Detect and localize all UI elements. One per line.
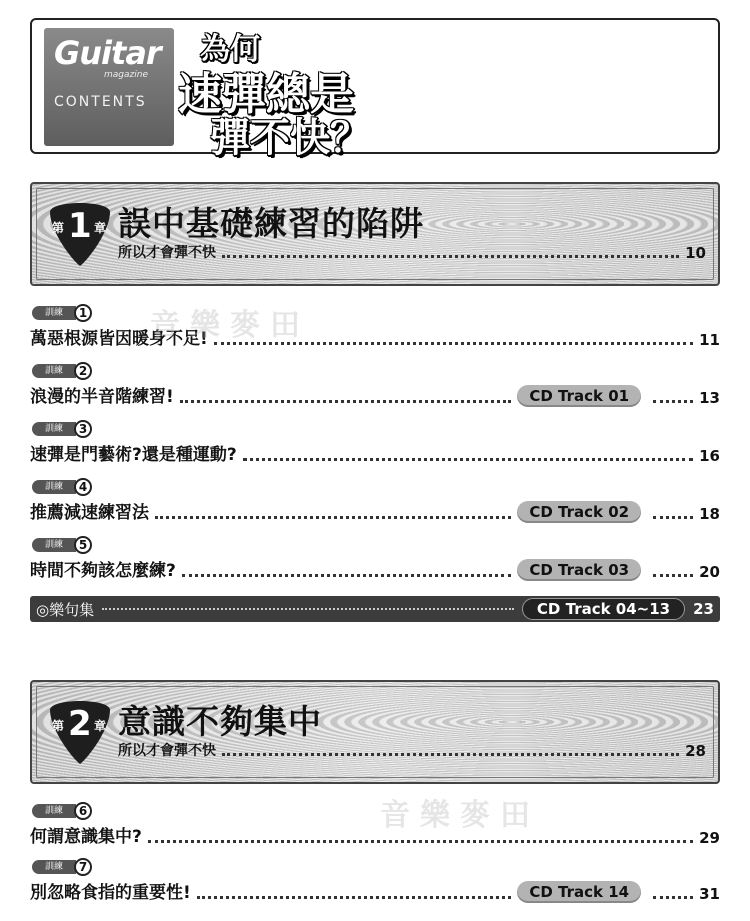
- cd-track-badge: CD Track 04~13: [522, 598, 685, 620]
- entry-title: 萬惡根源皆因暖身不足!: [30, 329, 208, 349]
- chapter-title: 意識不夠集中: [118, 702, 322, 741]
- cd-track-badge: CD Track 01: [517, 385, 641, 407]
- entry-title: 別忽略食指的重要性!: [30, 883, 191, 903]
- training-number: 7: [74, 858, 92, 876]
- dot-leader: [102, 608, 514, 610]
- chapter-label-suffix: 章: [94, 719, 107, 733]
- phrase-collection-bar[interactable]: [30, 596, 720, 622]
- chapter-number: 2: [68, 704, 92, 744]
- dot-leader: [182, 574, 512, 577]
- guitar-magazine-logo: [44, 28, 174, 146]
- watermark: 音樂麥田: [380, 798, 540, 833]
- toc-entry[interactable]: [30, 878, 720, 903]
- training-tag: [32, 802, 92, 820]
- toc-entry[interactable]: [30, 324, 720, 349]
- watermark: 音樂麥田: [150, 308, 310, 343]
- cd-track-badge: CD Track 14: [517, 881, 641, 903]
- dot-leader: [155, 516, 511, 519]
- entry-title: 速彈是門藝術?還是種運動?: [30, 445, 237, 465]
- page-number: 11: [699, 331, 720, 349]
- training-tag: [32, 304, 92, 322]
- entry-title: 何謂意識集中?: [30, 827, 142, 847]
- page-number: 18: [699, 505, 720, 523]
- dot-leader: [222, 255, 679, 258]
- book-title-line-2: 速彈總是: [178, 69, 354, 120]
- page-number: 13: [699, 389, 720, 407]
- chapter-label-prefix: 第: [52, 719, 65, 733]
- training-number: 3: [74, 420, 92, 438]
- chapter-subtitle-line: [118, 242, 706, 262]
- entry-title: 推薦減速練習法: [30, 503, 149, 523]
- toc-entry[interactable]: [30, 498, 720, 523]
- chapter-subtitle-line: [118, 740, 706, 760]
- chapter-number: 1: [68, 206, 92, 246]
- logo-contents-label: CONTENTS: [54, 94, 147, 110]
- logo-sub: magazine: [104, 70, 148, 80]
- dot-leader: [653, 896, 693, 899]
- chapter-title: 誤中基礎練習的陷阱: [118, 204, 424, 243]
- chapter-label-prefix: 第: [52, 221, 65, 235]
- phrase-collection-title: ◎樂句集: [36, 600, 95, 619]
- dot-leader: [653, 574, 693, 577]
- entry-title: 時間不夠該怎麼練?: [30, 561, 176, 581]
- cd-track-badge: CD Track 02: [517, 501, 641, 523]
- training-tag-label: 訓練: [32, 422, 76, 436]
- book-title-line-1: 為何: [200, 32, 260, 67]
- dot-leader: [222, 753, 679, 756]
- training-number: 2: [74, 362, 92, 380]
- training-tag-label: 訓練: [32, 804, 76, 818]
- book-title-line-3: 彈不快？: [210, 115, 370, 161]
- logo-brand: Guitar: [54, 34, 161, 72]
- dot-leader: [653, 400, 693, 403]
- page-number: 23: [693, 600, 714, 618]
- training-tag-label: 訓練: [32, 306, 76, 320]
- page-number: 20: [699, 563, 720, 581]
- toc-entry[interactable]: [30, 822, 720, 847]
- dot-leader: [653, 516, 693, 519]
- chapter-subtitle: 所以才會彈不快: [118, 245, 216, 261]
- dot-leader: [148, 840, 693, 843]
- page-number: 31: [699, 885, 720, 903]
- page-number: 10: [685, 244, 706, 262]
- training-tag: [32, 536, 92, 554]
- dot-leader: [243, 458, 693, 461]
- contents-header: [30, 18, 720, 161]
- cd-track-badge: CD Track 03: [517, 559, 641, 581]
- chapter-subtitle: 所以才會彈不快: [118, 743, 216, 759]
- training-number: 5: [74, 536, 92, 554]
- page-number: 29: [699, 829, 720, 847]
- training-number: 4: [74, 478, 92, 496]
- training-tag: [32, 420, 92, 438]
- training-tag-label: 訓練: [32, 364, 76, 378]
- toc-entry[interactable]: [30, 556, 720, 581]
- toc-entry[interactable]: [30, 440, 720, 465]
- page-number: 16: [699, 447, 720, 465]
- toc-entry[interactable]: [30, 382, 720, 407]
- training-number: 1: [74, 304, 92, 322]
- training-tag-label: 訓練: [32, 860, 76, 874]
- dot-leader: [197, 896, 512, 899]
- chapter-label-suffix: 章: [94, 221, 107, 235]
- training-tag: [32, 478, 92, 496]
- training-number: 6: [74, 802, 92, 820]
- dot-leader: [180, 400, 512, 403]
- training-tag: [32, 362, 92, 380]
- page-number: 28: [685, 742, 706, 760]
- training-tag-label: 訓練: [32, 538, 76, 552]
- chapter-2-banner[interactable]: [30, 680, 720, 784]
- training-tag-label: 訓練: [32, 480, 76, 494]
- chapter-1-banner[interactable]: [30, 182, 720, 286]
- training-tag: [32, 858, 92, 876]
- entry-title: 浪漫的半音階練習!: [30, 387, 174, 407]
